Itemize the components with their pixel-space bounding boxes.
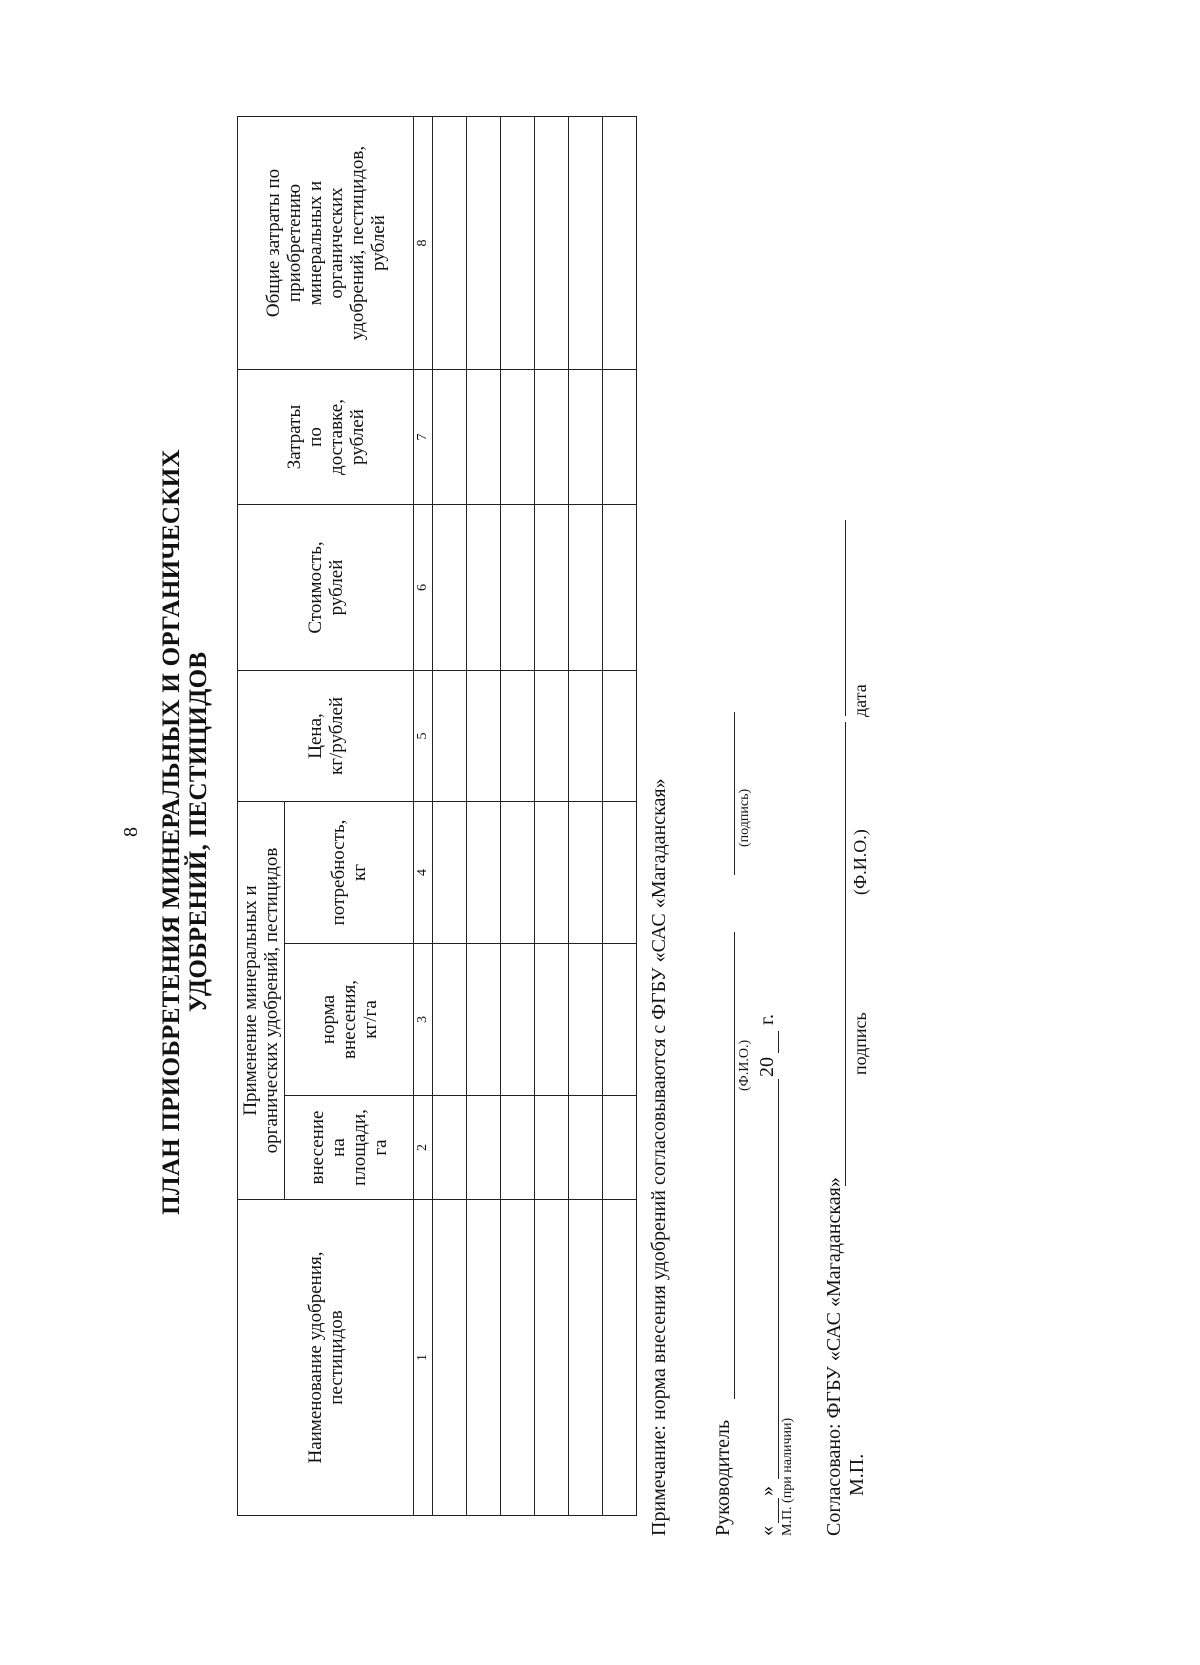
header-fertilizer-name: Наименование удобрения, пестицидов <box>238 1200 414 1516</box>
table-row <box>433 116 467 1515</box>
date-month-line[interactable] <box>756 1079 779 1479</box>
table-cell[interactable] <box>603 1096 637 1200</box>
table-cell[interactable] <box>603 801 637 943</box>
table-cell[interactable] <box>501 1096 535 1200</box>
table-cell[interactable] <box>501 504 535 670</box>
table-cell[interactable] <box>433 1200 467 1516</box>
fio-caption: (Ф.И.О.) <box>737 1039 752 1091</box>
purchase-plan-table <box>237 116 637 1516</box>
document-title <box>158 52 212 1612</box>
column-number: 5 <box>414 670 433 801</box>
head-fio-line[interactable] <box>712 932 735 1399</box>
date-day-line[interactable] <box>756 1498 779 1523</box>
table-cell[interactable] <box>535 504 569 670</box>
column-number: 3 <box>414 944 433 1096</box>
header-rate: норма внесения, кг/га <box>285 944 414 1096</box>
table-cell[interactable] <box>501 670 535 801</box>
table-cell[interactable] <box>603 369 637 504</box>
column-number: 8 <box>414 116 433 369</box>
table-cell[interactable] <box>501 801 535 943</box>
document-page <box>75 52 1125 1612</box>
table-cell[interactable] <box>603 116 637 369</box>
table-cell[interactable] <box>501 116 535 369</box>
table-cell[interactable] <box>467 801 501 943</box>
header-area: внесение на площади, га <box>285 1096 414 1200</box>
table-cell[interactable] <box>569 369 603 504</box>
table-cell[interactable] <box>569 504 603 670</box>
head-label: Руководитель <box>712 1419 734 1536</box>
column-number: 1 <box>414 1200 433 1516</box>
table-row <box>501 116 535 1515</box>
table-cell[interactable] <box>535 116 569 369</box>
table-cell[interactable] <box>535 369 569 504</box>
column-number: 2 <box>414 1096 433 1200</box>
header-total-cost: Общие затраты по приобретению минеральных и органических удобрений, пестицидов, рублей <box>238 116 414 369</box>
mp-note: М.П. (при наличии) <box>780 1417 795 1536</box>
table-cell[interactable] <box>535 801 569 943</box>
year-suffix: г. <box>756 1014 778 1025</box>
table-cell[interactable] <box>501 1200 535 1516</box>
date-open-quote: « <box>756 1526 778 1536</box>
table-cell[interactable] <box>433 504 467 670</box>
year-prefix: 20 <box>756 1057 778 1077</box>
title-line-1: ПЛАН ПРИОБРЕТЕНИЯ МИНЕРАЛЬНЫХ И ОРГАНИЧЕСКИХ <box>158 449 185 1215</box>
approval-line[interactable] <box>823 722 846 1186</box>
table-cell[interactable] <box>535 1200 569 1516</box>
table-cell[interactable] <box>467 670 501 801</box>
header-price: Цена, кг/рублей <box>238 670 414 801</box>
header-delivery-cost: Затраты по доставке, рублей <box>238 369 414 504</box>
table-cell[interactable] <box>569 116 603 369</box>
header-cost: Стоимость, рублей <box>238 504 414 670</box>
header-application-group: Применение минеральных и органических удобрений, пестицидов <box>238 801 285 1199</box>
table-cell[interactable] <box>569 670 603 801</box>
date-year-line[interactable] <box>756 1031 779 1053</box>
table-cell[interactable] <box>467 1200 501 1516</box>
table-row <box>535 116 569 1515</box>
table-cell[interactable] <box>433 670 467 801</box>
table-cell[interactable] <box>535 944 569 1096</box>
table-cell[interactable] <box>433 801 467 943</box>
table-row <box>569 116 603 1515</box>
table-cell[interactable] <box>603 504 637 670</box>
approval-date-line[interactable] <box>823 520 846 716</box>
table-cell[interactable] <box>535 670 569 801</box>
column-number: 4 <box>414 801 433 943</box>
approval-signature-caption: подпись <box>850 1012 870 1075</box>
table-cell[interactable] <box>603 1200 637 1516</box>
title-line-2: УДОБРЕНИЙ, ПЕСТИЦИДОВ <box>185 651 212 1013</box>
table-cell[interactable] <box>433 1096 467 1200</box>
table-cell[interactable] <box>603 670 637 801</box>
table-cell[interactable] <box>535 1096 569 1200</box>
table-cell[interactable] <box>501 369 535 504</box>
table-row <box>603 116 637 1515</box>
page-number: 8 <box>120 827 142 837</box>
table-cell[interactable] <box>467 1096 501 1200</box>
date-close-quote: » <box>756 1486 778 1496</box>
approval-date-caption: дата <box>850 684 870 717</box>
table-cell[interactable] <box>569 944 603 1096</box>
table-cell[interactable] <box>603 944 637 1096</box>
approval-mp: М.П. <box>846 1453 868 1496</box>
column-number: 6 <box>414 504 433 670</box>
approval-label: Согласовано: ФГБУ «САС «Магаданская» <box>823 1177 845 1536</box>
table-cell[interactable] <box>569 1096 603 1200</box>
header-demand: потребность, кг <box>285 801 414 943</box>
table-cell[interactable] <box>569 801 603 943</box>
table-cell[interactable] <box>433 116 467 369</box>
column-number-row <box>414 116 433 1515</box>
table-cell[interactable] <box>501 944 535 1096</box>
table-cell[interactable] <box>569 1200 603 1516</box>
approval-fio-caption: (Ф.И.О.) <box>850 829 870 895</box>
table-row <box>467 116 501 1515</box>
head-signature-line[interactable] <box>712 712 735 875</box>
note-text: Примечание: норма внесения удобрений согласовываются с ФГБУ «САС «Магаданская» <box>648 778 670 1536</box>
table-cell[interactable] <box>467 504 501 670</box>
table-cell[interactable] <box>467 369 501 504</box>
signature-caption: (подпись) <box>737 788 752 847</box>
table-cell[interactable] <box>467 116 501 369</box>
table-cell[interactable] <box>433 369 467 504</box>
table-cell[interactable] <box>433 944 467 1096</box>
column-number: 7 <box>414 369 433 504</box>
table-cell[interactable] <box>467 944 501 1096</box>
